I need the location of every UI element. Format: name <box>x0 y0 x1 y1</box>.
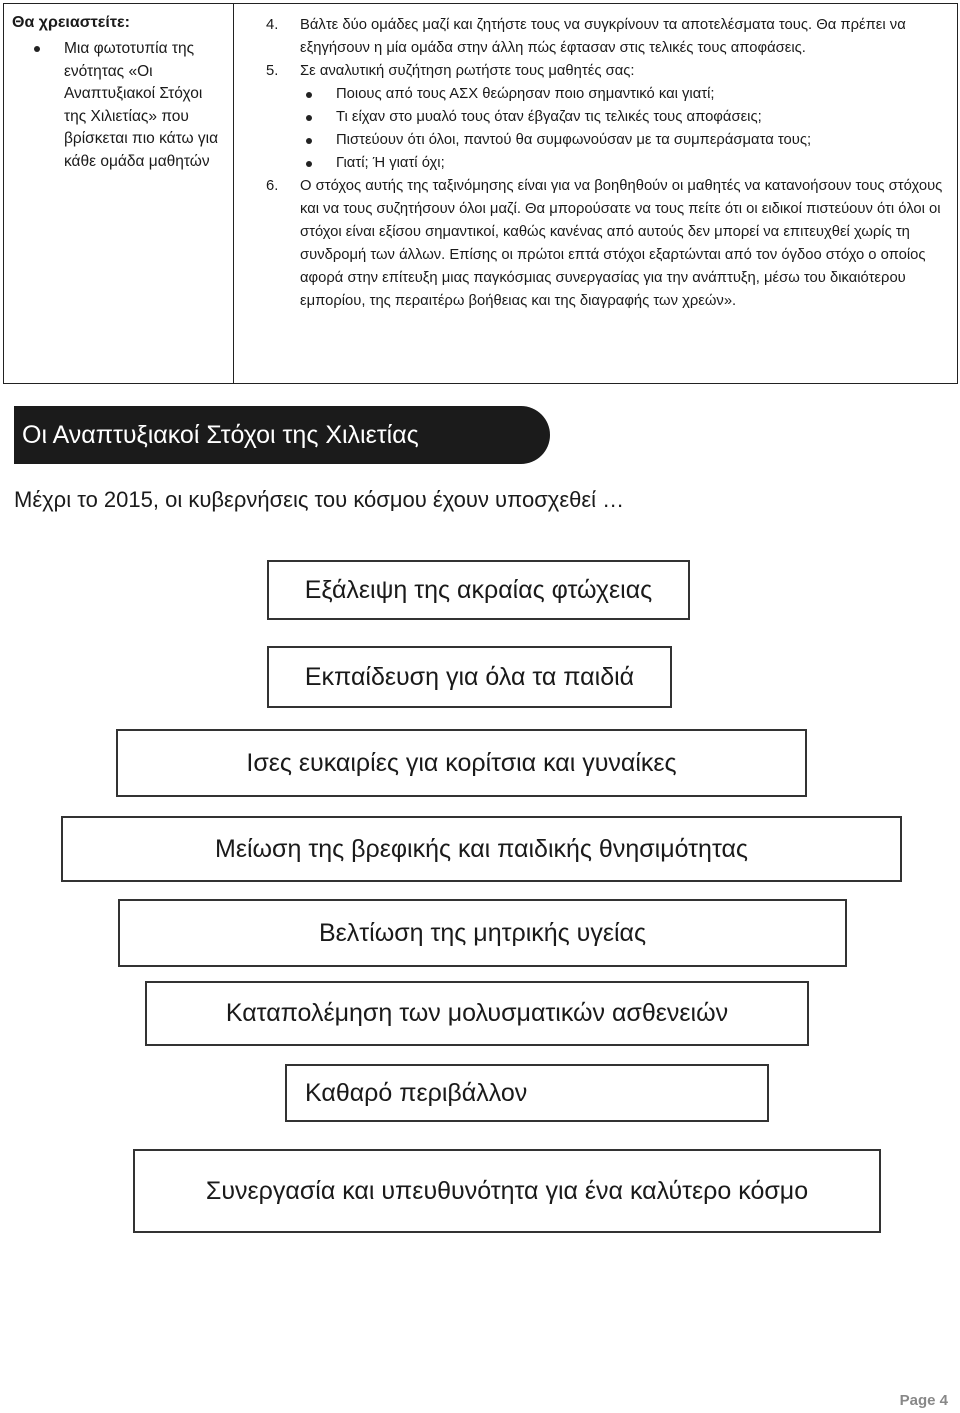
bullet-icon <box>306 138 312 144</box>
question-item <box>236 106 949 129</box>
goal-card: Εξάλειψη της ακραίας φτώχειας <box>267 560 690 620</box>
bullet-icon <box>34 46 40 52</box>
step-number: 6. <box>266 178 279 194</box>
question-text: Γιατί; Ή γιατί όχι; <box>336 155 445 171</box>
goal-card: Μείωση της βρεφικής και παιδικής θνησιμότητας <box>61 816 902 882</box>
bullet-icon <box>306 115 312 121</box>
goal-card: Καθαρό περιβάλλον <box>285 1064 769 1122</box>
steps-column <box>236 4 957 383</box>
question-item <box>236 129 949 152</box>
materials-item-text: Μια φωτοτυπία της ενότητας «Οι Αναπτυξιακοί Στόχοι της Χιλιετίας» που βρίσκεται πιο κάτω για κάθε ομάδα μαθητών <box>64 40 219 170</box>
materials-item <box>12 38 227 173</box>
goal-card: Ισες ευκαιρίες για κορίτσια και γυναίκες <box>116 729 807 797</box>
goal-card: Συνεργασία και υπευθυνότητα για ένα καλύτερο κόσμο <box>133 1149 881 1233</box>
goal-card: Εκπαίδευση για όλα τα παιδιά <box>267 646 672 708</box>
question-text: Τι είχαν στο μυαλό τους όταν έβγαζαν τις τελικές τους αποφάσεις; <box>336 109 762 125</box>
materials-column <box>4 4 234 383</box>
goal-card: Καταπολέμηση των μολυσματικών ασθενειών <box>145 981 809 1046</box>
question-item <box>236 152 949 175</box>
step-4 <box>236 14 949 60</box>
section-banner: Οι Αναπτυξιακοί Στόχοι της Χιλιετίας <box>14 406 550 464</box>
instructions-table <box>3 3 958 384</box>
bullet-icon <box>306 92 312 98</box>
step-text: Βάλτε δύο ομάδες μαζί και ζητήστε τους να συγκρίνουν τα αποτελέσματα τους. Θα πρέπει να εξηγήσουν η μία ομάδα στην άλλη πώς έφτασαν στις τελικές τους αποφάσεις. <box>300 17 906 56</box>
step-6 <box>236 175 949 313</box>
section-subtitle: Μέχρι το 2015, οι κυβερνήσεις του κόσμου έχουν υποσχεθεί … <box>14 487 625 512</box>
question-text: Ποιους από τους ΑΣΧ θεώρησαν ποιο σημαντικό και γιατί; <box>336 86 715 102</box>
question-item <box>236 83 949 106</box>
materials-title: Θα χρειαστείτε: <box>12 14 130 31</box>
step-5 <box>236 60 949 83</box>
step-text: Σε αναλυτική συζήτηση ρωτήστε τους μαθητές σας: <box>300 63 635 79</box>
goal-card: Βελτίωση της μητρικής υγείας <box>118 899 847 967</box>
step-number: 5. <box>266 63 279 79</box>
bullet-icon <box>306 161 312 167</box>
step-text: Ο στόχος αυτής της ταξινόμησης είναι για να βοηθηθούν οι μαθητές να κατανοήσουν τους στόχους και να τους συζητήσουν όλοι μαζί. Θα μπορούσατε να τους πείτε ότι οι ειδικοί πιστεύουν ότι όλοι οι στόχοι είναι εξίσου σημαντικοί, καθώς κανένας από αυτούς δεν μπορεί να επιτευχθεί χωρίς τη συνδρομή των άλλων. Επίσης οι πρώτοι επτά στόχοι εξαρτώνται από τον όγδοο στόχο ο οποίος αφορά στην επίτευξη μιας παγκόσμιας συνεργασίας για την ανάπτυξη, μέσω του δικαιότερου εμπορίου, της περαιτέρω βοήθειας και της διαγραφής των χρεών». <box>300 178 943 309</box>
page-number: Page 4 <box>899 1392 948 1409</box>
question-text: Πιστεύουν ότι όλοι, παντού θα συμφωνούσαν με τα συμπεράσματα τους; <box>336 132 812 148</box>
step-number: 4. <box>266 17 279 33</box>
